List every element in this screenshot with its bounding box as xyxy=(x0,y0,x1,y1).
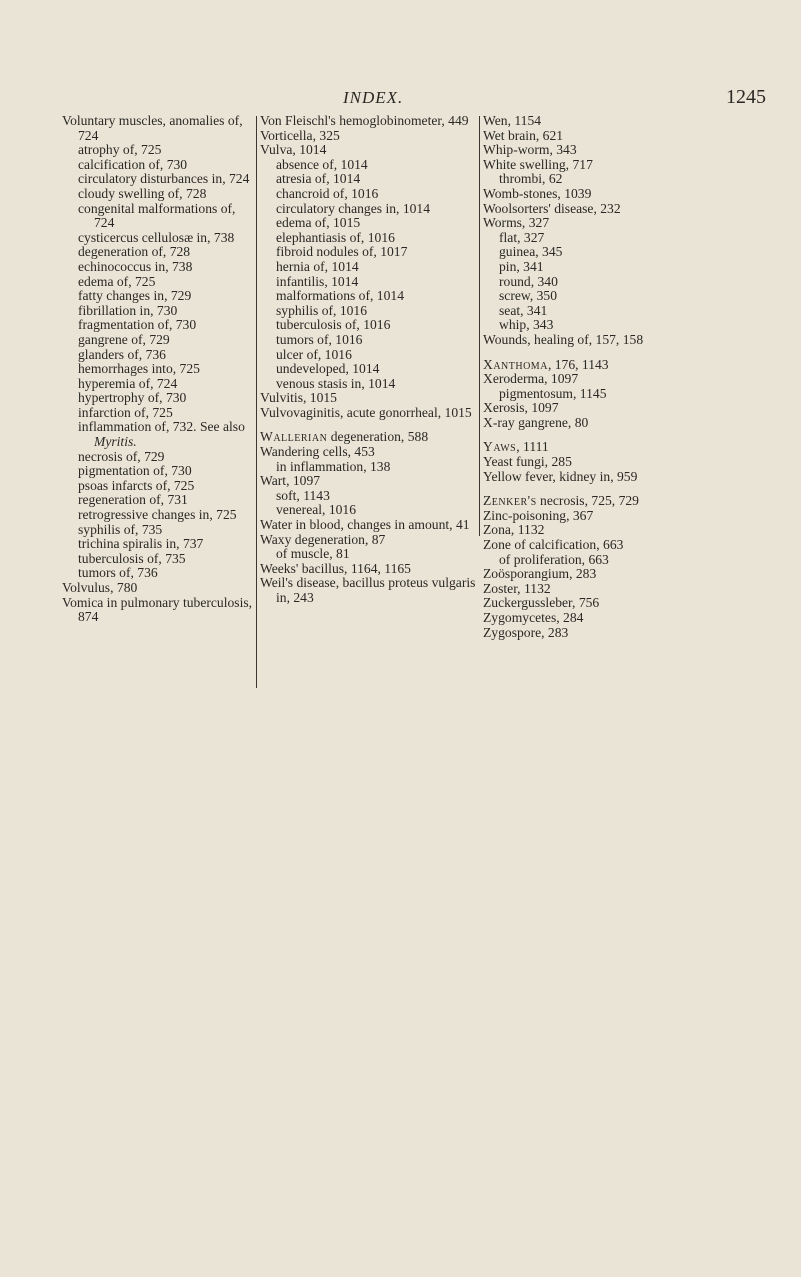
index-entry xyxy=(483,216,685,231)
entry-text: Wounds, healing of, 157, 158 xyxy=(483,331,644,347)
entry-text: round, 340 xyxy=(499,273,558,289)
index-entry xyxy=(260,430,478,445)
entry-text: Wen, 1154 xyxy=(483,113,542,128)
index-subentry xyxy=(62,245,254,260)
index-entry xyxy=(483,416,685,431)
index-subentry xyxy=(260,202,478,217)
entry-text: Vulvovaginitis, acute gonorrheal, 1015 xyxy=(260,404,472,420)
index-subentry xyxy=(483,172,685,187)
entry-text: cysticercus cellulosæ in, 738 xyxy=(78,229,235,245)
index-subentry xyxy=(62,275,254,290)
index-entry xyxy=(260,114,478,129)
index-subentry xyxy=(62,348,254,363)
index-subentry xyxy=(260,216,478,231)
entry-text: tuberculosis of, 1016 xyxy=(276,317,391,333)
entry-text: of muscle, 81 xyxy=(276,546,350,562)
entry-text: atrophy of, 725 xyxy=(78,142,162,158)
entry-text: edema of, 1015 xyxy=(276,215,361,231)
index-column-2 xyxy=(260,114,478,606)
index-entry xyxy=(260,445,478,460)
index-subentry xyxy=(62,143,254,158)
entry-text: Womb-stones, 1039 xyxy=(483,185,592,201)
entry-text: cloudy swelling of, 728 xyxy=(78,185,207,201)
index-entry xyxy=(483,538,685,553)
index-entry xyxy=(483,455,685,470)
entry-text: venous stasis in, 1014 xyxy=(276,375,396,391)
entry-text: fibroid nodules of, 1017 xyxy=(276,244,408,260)
entry-text: Vulva, 1014 xyxy=(260,142,327,158)
entry-text: Weil's disease, bacillus proteus vulgaris in, 243 xyxy=(260,575,476,605)
index-entry xyxy=(483,611,685,626)
entry-text: ulcer of, 1016 xyxy=(276,346,352,362)
entry-text: flat, 327 xyxy=(499,229,545,245)
index-subentry xyxy=(260,245,478,260)
index-entry xyxy=(483,358,685,373)
entry-text: retrogressive changes in, 725 xyxy=(78,507,237,523)
entry-text: Voluntary muscles, anomalies of, 724 xyxy=(62,113,243,143)
entry-text: in inflammation, 138 xyxy=(276,458,391,474)
entry-text: Xerosis, 1097 xyxy=(483,400,559,416)
entry-text: screw, 350 xyxy=(499,288,558,304)
index-subentry xyxy=(483,387,685,402)
entry-text: Zone of calcification, 663 xyxy=(483,537,624,553)
entry-text: malformations of, 1014 xyxy=(276,288,404,304)
index-entry xyxy=(62,581,254,596)
entry-text: Vomica in pulmonary tuberculosis, 874 xyxy=(62,594,253,625)
entry-text: pin, 341 xyxy=(499,258,544,274)
entry-text: absence of, 1014 xyxy=(276,156,368,172)
index-entry xyxy=(483,202,685,217)
column-divider xyxy=(256,116,257,688)
index-subentry xyxy=(62,464,254,479)
entry-text: whip, 343 xyxy=(499,317,554,333)
index-entry xyxy=(483,440,685,455)
index-entry xyxy=(483,401,685,416)
index-entry xyxy=(260,391,478,406)
entry-text: soft, 1143 xyxy=(276,487,330,503)
index-subentry xyxy=(483,289,685,304)
index-subentry xyxy=(62,391,254,406)
cross-reference: Myritis. xyxy=(94,434,137,450)
index-subentry xyxy=(62,406,254,421)
index-entry xyxy=(62,114,254,143)
index-subentry xyxy=(62,260,254,275)
entry-text: tumors of, 736 xyxy=(78,565,158,581)
column-divider xyxy=(479,116,480,536)
entry-text: Wart, 1097 xyxy=(260,473,321,489)
index-entry xyxy=(483,494,685,509)
index-entry xyxy=(483,509,685,524)
entry-text: pigmentosum, 1145 xyxy=(499,385,607,401)
index-subentry xyxy=(62,187,254,202)
index-subentry xyxy=(483,553,685,568)
index-entry xyxy=(483,523,685,538)
entry-text: congenital malformations of, 724 xyxy=(78,200,236,231)
index-entry xyxy=(483,158,685,173)
index-subentry xyxy=(62,450,254,465)
index-subentry xyxy=(260,172,478,187)
entry-text: fibrillation in, 730 xyxy=(78,302,178,318)
entry-text: fatty changes in, 729 xyxy=(78,288,192,304)
entry-text: hyperemia of, 724 xyxy=(78,375,178,391)
letter-heading-word: Wallerian xyxy=(260,429,328,445)
index-subentry xyxy=(62,289,254,304)
entry-text: Zona, 1132 xyxy=(483,522,545,538)
index-entry xyxy=(483,187,685,202)
entry-text: hemorrhages into, 725 xyxy=(78,361,200,377)
entry-text: Zygomycetes, 284 xyxy=(483,610,584,625)
index-subentry xyxy=(260,362,478,377)
letter-heading-word: Xanthoma xyxy=(483,356,548,372)
letter-heading-word: Yaws xyxy=(483,439,517,455)
index-entry xyxy=(260,533,478,548)
index-entry xyxy=(260,143,478,158)
index-entry xyxy=(260,406,478,421)
entry-text: gangrene of, 729 xyxy=(78,331,170,347)
index-subentry xyxy=(62,566,254,581)
entry-text: circulatory changes in, 1014 xyxy=(276,200,431,216)
entry-text: Vorticella, 325 xyxy=(260,127,340,143)
entry-text: inflammation of, 732. See also xyxy=(78,419,245,435)
entry-text: pigmentation of, 730 xyxy=(78,463,192,479)
entry-text: Worms, 327 xyxy=(483,215,550,231)
entry-text: edema of, 725 xyxy=(78,273,156,289)
index-subentry xyxy=(260,289,478,304)
index-subentry xyxy=(62,508,254,523)
index-entry xyxy=(483,333,685,348)
index-entry xyxy=(260,129,478,144)
entry-text: calcification of, 730 xyxy=(78,156,188,172)
page-header xyxy=(0,88,801,112)
entry-text: fragmentation of, 730 xyxy=(78,317,197,333)
entry-text: Yellow fever, kidney in, 959 xyxy=(483,468,638,484)
index-subentry xyxy=(260,187,478,202)
index-subentry xyxy=(62,318,254,333)
entry-text: Volvulus, 780 xyxy=(62,580,138,595)
index-subentry xyxy=(62,537,254,552)
entry-text: syphilis of, 1016 xyxy=(276,302,368,318)
entry-text: hernia of, 1014 xyxy=(276,258,359,274)
index-entry xyxy=(260,576,478,605)
index-subentry xyxy=(62,377,254,392)
entry-text: Water in blood, changes in amount, 41 xyxy=(260,517,470,533)
index-entry xyxy=(483,470,685,485)
index-subentry xyxy=(483,260,685,275)
index-subentry xyxy=(483,275,685,290)
entry-text: psoas infarcts of, 725 xyxy=(78,477,195,493)
index-subentry xyxy=(62,523,254,538)
entry-text: seat, 341 xyxy=(499,302,548,318)
index-subentry xyxy=(483,318,685,333)
index-entry xyxy=(483,114,685,129)
entry-text: Zoösporangium, 283 xyxy=(483,566,597,582)
entry-text: degeneration, 588 xyxy=(327,429,429,445)
index-subentry xyxy=(260,318,478,333)
entry-text: trichina spiralis in, 737 xyxy=(78,536,204,552)
index-subentry xyxy=(483,245,685,260)
entry-text: hypertrophy of, 730 xyxy=(78,390,187,406)
entry-text: necrosis, 725, 729 xyxy=(536,493,639,509)
entry-text: Zuckergussleber, 756 xyxy=(483,595,600,611)
index-subentry xyxy=(62,362,254,377)
index-subentry xyxy=(260,547,478,562)
entry-text: Weeks' bacillus, 1164, 1165 xyxy=(260,560,411,576)
entry-text: tumors of, 1016 xyxy=(276,331,363,347)
entry-text: regeneration of, 731 xyxy=(78,492,188,508)
index-entry xyxy=(483,596,685,611)
entry-text: glanders of, 736 xyxy=(78,346,166,362)
entry-text: guinea, 345 xyxy=(499,244,563,260)
entry-text: degeneration of, 728 xyxy=(78,244,191,260)
entry-text: White swelling, 717 xyxy=(483,156,593,172)
index-subentry xyxy=(62,304,254,319)
entry-text: Woolsorters' disease, 232 xyxy=(483,200,621,216)
entry-text: Xeroderma, 1097 xyxy=(483,371,579,387)
entry-text: chancroid of, 1016 xyxy=(276,185,379,201)
index-subentry xyxy=(62,479,254,494)
index-subentry xyxy=(62,158,254,173)
index-subentry xyxy=(260,275,478,290)
index-entry xyxy=(483,143,685,158)
index-subentry xyxy=(62,202,254,231)
entry-text: of proliferation, 663 xyxy=(499,551,609,567)
index-subentry xyxy=(260,460,478,475)
index-entry xyxy=(260,562,478,577)
index-subentry xyxy=(260,503,478,518)
entry-text: , 176, 1143 xyxy=(547,356,609,372)
entry-text: Whip-worm, 343 xyxy=(483,142,577,158)
entry-text: , 1111 xyxy=(516,439,549,455)
index-subentry xyxy=(62,172,254,187)
index-subentry xyxy=(260,260,478,275)
entry-text: Waxy degeneration, 87 xyxy=(260,531,386,547)
index-subentry xyxy=(260,377,478,392)
index-entry xyxy=(260,474,478,489)
entry-text: Yeast fungi, 285 xyxy=(483,454,572,470)
entry-text: syphilis of, 735 xyxy=(78,521,163,537)
entry-text: circulatory disturbances in, 724 xyxy=(78,171,250,187)
entry-text: Wandering cells, 453 xyxy=(260,444,375,460)
entry-text: Zoster, 1132 xyxy=(483,580,551,596)
entry-text: thrombi, 62 xyxy=(499,171,563,187)
index-subentry xyxy=(260,348,478,363)
index-subentry xyxy=(483,231,685,246)
entry-text: atresia of, 1014 xyxy=(276,171,361,187)
index-subentry xyxy=(260,304,478,319)
page-number: 1245 xyxy=(726,86,766,108)
entry-text: undeveloped, 1014 xyxy=(276,361,380,377)
entry-text: echinococcus in, 738 xyxy=(78,258,193,274)
entry-text: Wet brain, 621 xyxy=(483,127,564,143)
entry-text: elephantiasis of, 1016 xyxy=(276,229,395,245)
index-entry xyxy=(483,582,685,597)
entry-text: infarction of, 725 xyxy=(78,404,173,420)
entry-text: X-ray gangrene, 80 xyxy=(483,414,589,430)
index-entry xyxy=(483,567,685,582)
entry-text: Zinc-poisoning, 367 xyxy=(483,507,594,523)
index-entry xyxy=(260,518,478,533)
entry-text: Vulvitis, 1015 xyxy=(260,390,337,406)
index-subentry xyxy=(62,231,254,246)
index-subentry xyxy=(260,231,478,246)
entry-text: necrosis of, 729 xyxy=(78,448,165,464)
index-subentry xyxy=(260,333,478,348)
index-subentry xyxy=(62,493,254,508)
index-subentry xyxy=(62,333,254,348)
index-entry xyxy=(62,596,254,625)
entry-text: tuberculosis of, 735 xyxy=(78,550,186,566)
index-column-3 xyxy=(483,114,685,640)
index-entry xyxy=(483,129,685,144)
running-title: INDEX. xyxy=(343,88,404,107)
entry-text: Von Fleischl's hemoglobinometer, 449 xyxy=(260,113,469,128)
entry-text: venereal, 1016 xyxy=(276,502,357,518)
letter-heading-word: Zenker's xyxy=(483,493,537,509)
index-subentry xyxy=(62,420,254,449)
index-entry xyxy=(483,372,685,387)
entry-text: Zygospore, 283 xyxy=(483,624,569,640)
index-subentry xyxy=(260,489,478,504)
index-column-1 xyxy=(62,114,254,625)
index-entry xyxy=(483,626,685,641)
index-subentry xyxy=(483,304,685,319)
entry-text: infantilis, 1014 xyxy=(276,273,359,289)
index-subentry xyxy=(260,158,478,173)
index-subentry xyxy=(62,552,254,567)
